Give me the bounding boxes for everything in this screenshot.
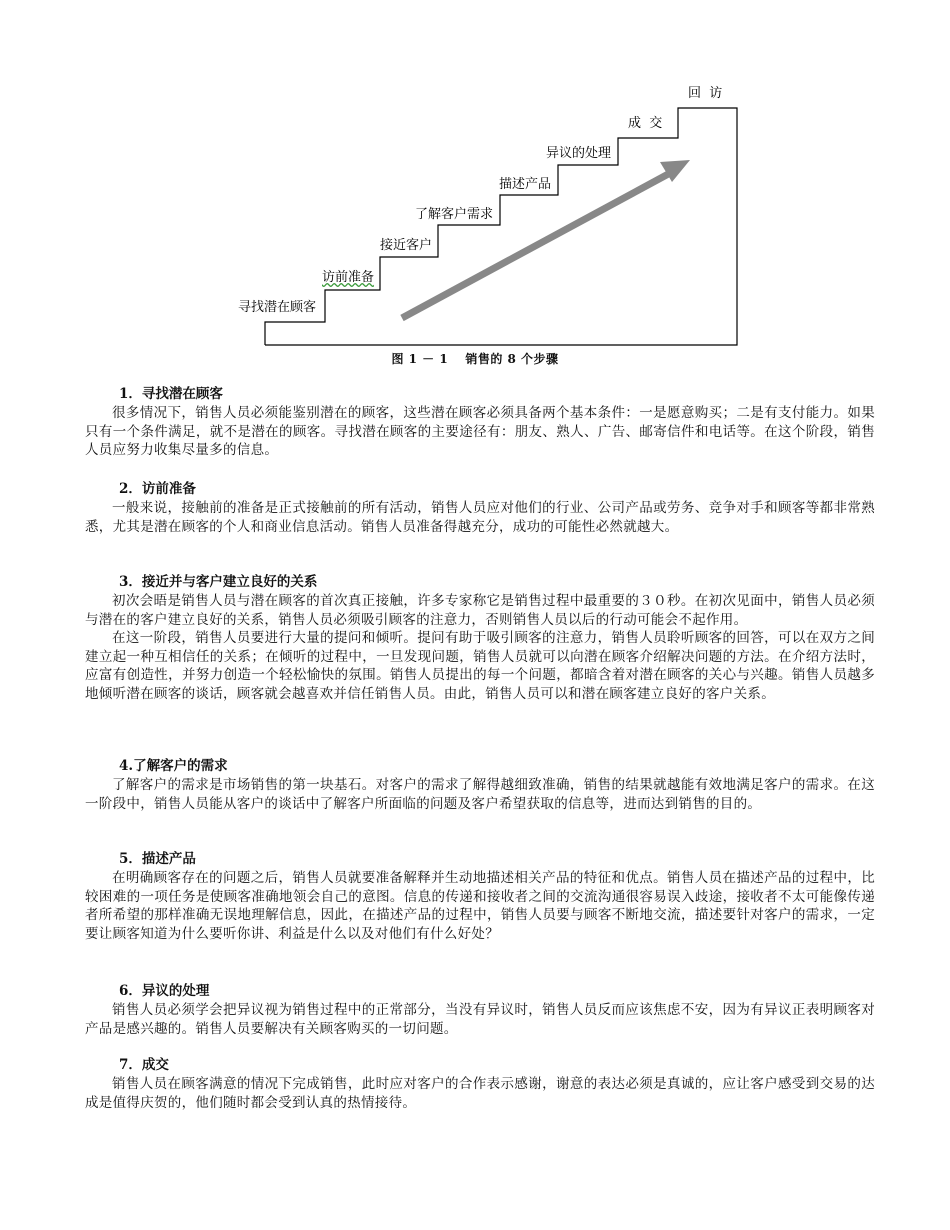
section-paragraph: 销售人员在顾客满意的情况下完成销售，此时应对客户的合作表示感谢，谢意的表达必须是真诚的，应让客户感受到交易的达成是值得庆贺的，他们随时都会受到认真的热情接待。: [85, 1076, 875, 1111]
step-label-1: 寻找潜在顾客: [238, 300, 317, 315]
section-3: [85, 573, 875, 703]
section-6: [85, 982, 875, 1038]
section-heading: 4.了解客户的需求: [119, 758, 228, 774]
progress-arrow-shaft: [402, 172, 672, 318]
section-7: [85, 1056, 875, 1112]
staircase-figure: [0, 0, 950, 370]
sales-steps-diagram: [0, 0, 950, 370]
section-paragraph: 了解客户的需求是市场销售的第一块基石。对客户的需求了解得越细致准确，销售的结果就越能有效地满足客户的需求。在这一阶段中，销售人员能从客户的谈话中了解客户所面临的问题及客户希望获取的信息等，进而达到销售的目的。: [85, 777, 875, 812]
section-heading: 3．接近并与客户建立良好的关系: [119, 574, 318, 590]
section-heading: 2．访前准备: [119, 481, 196, 497]
step-label-6: 异议的处理: [546, 146, 612, 161]
section-paragraph: 在明确顾客存在的问题之后，销售人员就要准备解释并生动地描述相关产品的特征和优点。销售人员在描述产品的过程中，比较困难的一项任务是使顾客准确地领会自己的意图。信息的传递和接收者之间的交流沟通很容易误入歧途，接收者不太可能像传递者所希望的那样准确无误地理解信息，因此，在描述产品的过程中，销售人员要与顾客不断地交流，描述要针对客户的需求，一定要让顾客知道为什么要听你讲、利益是什么以及对他们有什么好处？: [85, 870, 875, 942]
section-paragraph: 在这一阶段，销售人员要进行大量的提问和倾听。提问有助于吸引顾客的注意力，销售人员聆听顾客的回答，可以在双方之间建立起一种互相信任的关系；在倾听的过程中，一旦发现问题，销售人员就可以向潜在顾客介绍解决问题的方法。在介绍方法时，应富有创造性，并努力创造一个轻松愉快的氛围。销售人员提出的每一个问题，都暗含着对潜在顾客的关心与兴趣。销售人员越多地倾听潜在顾客的谈话，顾客就会越喜欢并信任销售人员。由此，销售人员可以和潜在顾客建立良好的客户关系。: [85, 630, 875, 702]
step-label-7: 成 交: [628, 116, 663, 131]
section-1: [85, 385, 875, 460]
section-heading: 1．寻找潜在顾客: [119, 386, 223, 402]
section-4: [85, 757, 875, 813]
step-label-4: 了解客户需求: [415, 207, 494, 222]
step-label-5: 描述产品: [499, 177, 552, 192]
section-2: [85, 480, 875, 536]
step-label-8: 回 访: [688, 86, 723, 101]
section-5: [85, 850, 875, 943]
step-label-3: 接近客户: [380, 238, 433, 253]
section-paragraph: 一般来说，接触前的准备是正式接触前的所有活动，销售人员应对他们的行业、公司产品或劳务、竞争对手和顾客等都非常熟悉，尤其是潜在顾客的个人和商业信息活动。销售人员准备得越充分，成功的可能性必然就越大。: [85, 500, 875, 535]
section-paragraph: 销售人员必须学会把异议视为销售过程中的正常部分，当没有异议时，销售人员反而应该焦虑不安，因为有异议正表明顾客对产品是感兴趣的。销售人员要解决有关顾客购买的一切问题。: [85, 1002, 875, 1037]
section-heading: 5．描述产品: [119, 851, 196, 867]
step-label-2: 访前准备: [322, 270, 375, 285]
section-paragraph: 初次会晤是销售人员与潜在顾客的首次真正接触，许多专家称它是销售过程中最重要的３０秒。在初次见面中，销售人员必须与潜在的客户建立良好的关系，销售人员必须吸引顾客的注意力，否则销售人员以后的行动可能会不起作用。: [85, 593, 875, 628]
figure-caption: 图 1 － 1 销售的 8 个步骤: [391, 352, 559, 366]
section-paragraph: 很多情况下，销售人员必须能鉴别潜在的顾客，这些潜在顾客必须具备两个基本条件：一是愿意购买；二是有支付能力。如果只有一个条件满足，就不是潜在的顾客。寻找潜在顾客的主要途径有：朋友、熟人、广告、邮寄信件和电话等。在这个阶段，销售人员应努力收集尽量多的信息。: [85, 405, 875, 458]
section-heading: 6．异议的处理: [119, 983, 210, 999]
staircase-outline: [265, 108, 737, 345]
section-heading: 7．成交: [119, 1057, 169, 1073]
